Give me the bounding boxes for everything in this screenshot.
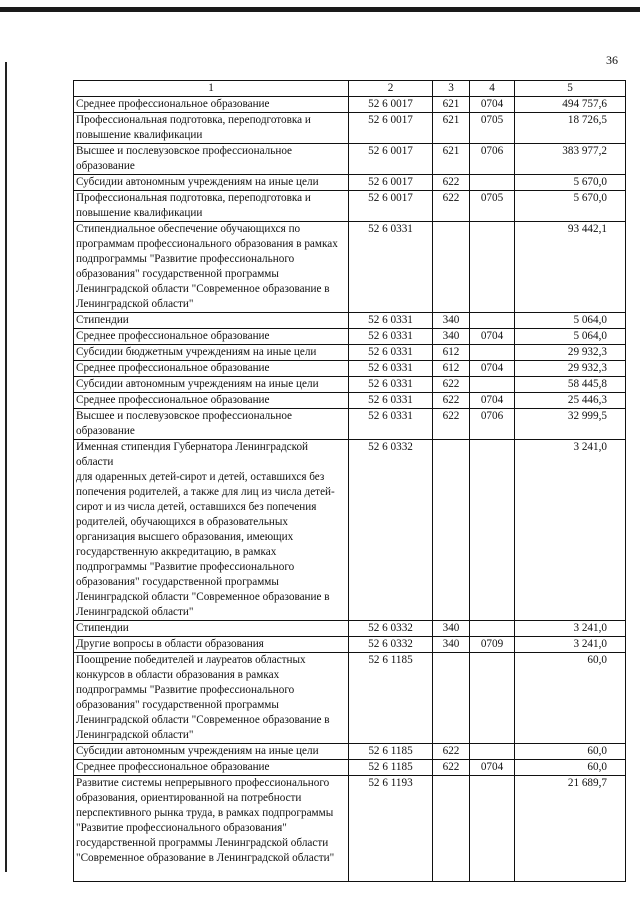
cell-target-code: 52 6 0017 <box>349 175 433 191</box>
cell-section-code <box>470 621 515 637</box>
cell-amount: 60,0 <box>515 744 626 760</box>
table-row <box>74 760 626 776</box>
cell-amount: 5 064,0 <box>515 313 626 329</box>
cell-section-code <box>470 776 515 882</box>
cell-amount: 5 064,0 <box>515 329 626 345</box>
cell-section-code: 0704 <box>470 361 515 377</box>
cell-section-code <box>470 377 515 393</box>
cell-expense-type: 622 <box>433 191 470 222</box>
table-row <box>74 191 626 222</box>
cell-section-code: 0704 <box>470 760 515 776</box>
cell-amount: 383 977,2 <box>515 144 626 175</box>
table-row <box>74 653 626 744</box>
cell-amount: 60,0 <box>515 653 626 744</box>
cell-expense-type: 621 <box>433 113 470 144</box>
cell-name: Среднее профессиональное образование <box>74 393 349 409</box>
cell-expense-type <box>433 776 470 882</box>
cell-section-code: 0706 <box>470 409 515 440</box>
cell-name: Стипендиальное обеспечение обучающихся по программам профессионального образования в рамках подпрограммы "Развитие профессионального образования" государственной программы Ленинградской области "Современное образование в Ленинградской области" <box>74 222 349 313</box>
cell-name: Субсидии автономным учреждениям на иные цели <box>74 377 349 393</box>
cell-target-code: 52 6 0331 <box>349 409 433 440</box>
header-col-2: 2 <box>349 81 433 97</box>
scan-edge-top <box>0 7 640 12</box>
cell-target-code: 52 6 0331 <box>349 329 433 345</box>
table-row <box>74 393 626 409</box>
table-row <box>74 144 626 175</box>
table-row <box>74 621 626 637</box>
cell-section-code <box>470 175 515 191</box>
cell-expense-type: 340 <box>433 621 470 637</box>
cell-name: Среднее профессиональное образование <box>74 361 349 377</box>
cell-name: Субсидии автономным учреждениям на иные цели <box>74 175 349 191</box>
cell-target-code: 52 6 0017 <box>349 191 433 222</box>
cell-amount: 494 757,6 <box>515 97 626 113</box>
cell-name: Среднее профессиональное образование <box>74 97 349 113</box>
cell-target-code: 52 6 0332 <box>349 440 433 621</box>
cell-target-code: 52 6 0332 <box>349 637 433 653</box>
cell-amount: 32 999,5 <box>515 409 626 440</box>
cell-section-code: 0704 <box>470 97 515 113</box>
table-row <box>74 776 626 882</box>
cell-name: Именная стипендия Губернатора Ленинградской области для одаренных детей-сирот и детей, оставшихся без попечения родителей, а также для лиц из числа детей- сирот и из числа детей, оставшихся без попечения родителей, обучающихся в образовательных организация высшего образования, имеющих государственную аккредитацию, в рамках подпрограммы "Развитие профессионального образования" государственной программы Ленинградской области "Современное образование в Ленинградской области" <box>74 440 349 621</box>
cell-expense-type: 612 <box>433 345 470 361</box>
cell-section-code: 0709 <box>470 637 515 653</box>
cell-amount: 93 442,1 <box>515 222 626 313</box>
cell-target-code: 52 6 0331 <box>349 377 433 393</box>
table-row <box>74 440 626 621</box>
cell-section-code: 0704 <box>470 329 515 345</box>
cell-target-code: 52 6 0017 <box>349 113 433 144</box>
budget-table <box>73 80 626 882</box>
table-header-row <box>74 81 626 97</box>
cell-section-code: 0705 <box>470 191 515 222</box>
page-number: 36 <box>606 53 618 67</box>
cell-name: Стипендии <box>74 621 349 637</box>
cell-target-code: 52 6 1185 <box>349 744 433 760</box>
cell-name: Стипендии <box>74 313 349 329</box>
cell-name: Поощрение победителей и лауреатов областных конкурсов в области образования в рамках подпрограммы "Развитие профессионального образования" государственной программы Ленинградской области "Современное образование в Ленинградской области" <box>74 653 349 744</box>
table-row <box>74 329 626 345</box>
table-row <box>74 97 626 113</box>
cell-amount: 3 241,0 <box>515 621 626 637</box>
cell-target-code: 52 6 0017 <box>349 97 433 113</box>
cell-target-code: 52 6 0331 <box>349 313 433 329</box>
cell-target-code: 52 6 0331 <box>349 361 433 377</box>
cell-expense-type: 622 <box>433 175 470 191</box>
cell-amount: 58 445,8 <box>515 377 626 393</box>
cell-expense-type <box>433 440 470 621</box>
cell-expense-type: 612 <box>433 361 470 377</box>
table-row <box>74 345 626 361</box>
cell-name: Высшее и послевузовское профессиональное образование <box>74 409 349 440</box>
cell-amount: 3 241,0 <box>515 637 626 653</box>
cell-name: Субсидии бюджетным учреждениям на иные цели <box>74 345 349 361</box>
cell-amount: 21 689,7 <box>515 776 626 882</box>
cell-target-code: 52 6 1185 <box>349 760 433 776</box>
cell-amount: 60,0 <box>515 760 626 776</box>
cell-expense-type: 340 <box>433 329 470 345</box>
cell-target-code: 52 6 0331 <box>349 345 433 361</box>
cell-expense-type <box>433 653 470 744</box>
cell-amount: 29 932,3 <box>515 361 626 377</box>
header-col-1: 1 <box>74 81 349 97</box>
cell-target-code: 52 6 1193 <box>349 776 433 882</box>
cell-expense-type: 622 <box>433 744 470 760</box>
cell-section-code: 0705 <box>470 113 515 144</box>
cell-amount: 5 670,0 <box>515 191 626 222</box>
cell-name: Среднее профессиональное образование <box>74 329 349 345</box>
cell-section-code <box>470 440 515 621</box>
cell-amount: 5 670,0 <box>515 175 626 191</box>
cell-expense-type: 622 <box>433 393 470 409</box>
cell-target-code: 52 6 0017 <box>349 144 433 175</box>
cell-section-code <box>470 345 515 361</box>
cell-expense-type: 340 <box>433 637 470 653</box>
cell-expense-type: 621 <box>433 97 470 113</box>
cell-expense-type <box>433 222 470 313</box>
cell-target-code: 52 6 1185 <box>349 653 433 744</box>
cell-section-code <box>470 744 515 760</box>
cell-name: Высшее и послевузовское профессиональное образование <box>74 144 349 175</box>
cell-expense-type: 622 <box>433 760 470 776</box>
table-row <box>74 113 626 144</box>
header-col-3: 3 <box>433 81 470 97</box>
cell-expense-type: 622 <box>433 409 470 440</box>
table-row <box>74 361 626 377</box>
cell-amount: 25 446,3 <box>515 393 626 409</box>
cell-section-code <box>470 653 515 744</box>
table-row <box>74 409 626 440</box>
cell-name: Среднее профессиональное образование <box>74 760 349 776</box>
header-col-4: 4 <box>470 81 515 97</box>
cell-amount: 29 932,3 <box>515 345 626 361</box>
cell-expense-type: 340 <box>433 313 470 329</box>
cell-expense-type: 622 <box>433 377 470 393</box>
cell-expense-type: 621 <box>433 144 470 175</box>
cell-target-code: 52 6 0331 <box>349 222 433 313</box>
cell-section-code <box>470 313 515 329</box>
cell-name: Профессиональная подготовка, переподготовка и повышение квалификации <box>74 191 349 222</box>
cell-target-code: 52 6 0331 <box>349 393 433 409</box>
cell-section-code <box>470 222 515 313</box>
table-row <box>74 175 626 191</box>
cell-section-code: 0706 <box>470 144 515 175</box>
cell-amount: 18 726,5 <box>515 113 626 144</box>
cell-name: Профессиональная подготовка, переподготовка и повышение квалификации <box>74 113 349 144</box>
cell-name: Развитие системы непрерывного профессионального образования, ориентированной на потребности перспективного рынка труда, в рамках подпрограммы "Развитие профессионального образования" государственной программы Ленинградской области "Современное образование в Ленинградской области" <box>74 776 349 882</box>
cell-target-code: 52 6 0332 <box>349 621 433 637</box>
table-row <box>74 744 626 760</box>
table-row <box>74 222 626 313</box>
header-col-5: 5 <box>515 81 626 97</box>
table-row <box>74 377 626 393</box>
cell-section-code: 0704 <box>470 393 515 409</box>
cell-name: Другие вопросы в области образования <box>74 637 349 653</box>
table-row <box>74 637 626 653</box>
scan-edge-left <box>5 62 7 872</box>
cell-name: Субсидии автономным учреждениям на иные цели <box>74 744 349 760</box>
cell-amount: 3 241,0 <box>515 440 626 621</box>
table-row <box>74 313 626 329</box>
